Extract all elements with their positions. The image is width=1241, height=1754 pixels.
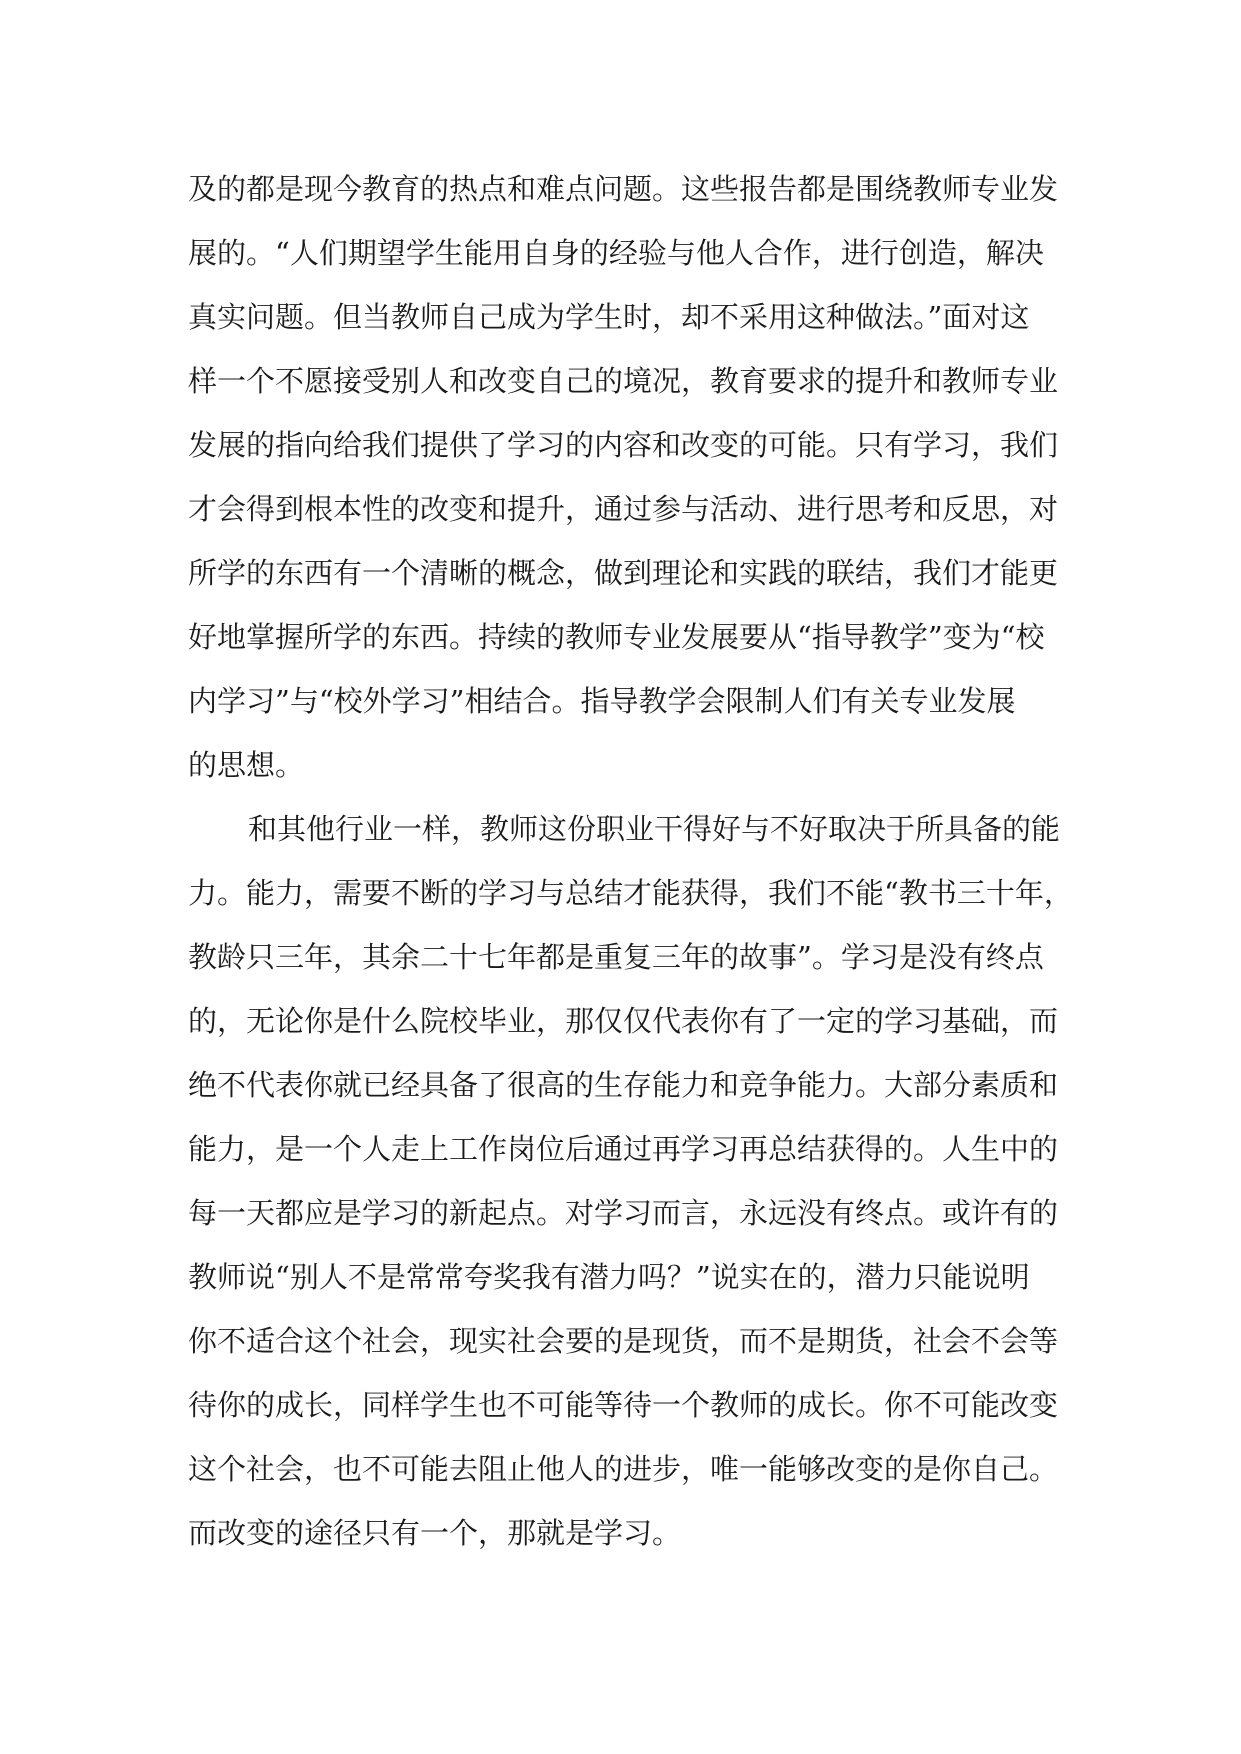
text-line: 所学的东西有一个清晰的概念，做到理论和实践的联结，我们才能更 [188, 556, 1059, 590]
text-line: 这个社会，也不可能去阻止他人的进步，唯一能够改变的是你自己。 [188, 1452, 1059, 1486]
text-line: 绝不代表你就已经具备了很高的生存能力和竞争能力。大部分素质和 [188, 1068, 1059, 1102]
text-line: 真实问题。但当教师自己成为学生时，却不采用这种做法。”面对这 [188, 300, 1030, 334]
text-line: 你不适合这个社会，现实社会要的是现货，而不是期货，社会不会等 [188, 1324, 1059, 1358]
text-line: 的，无论你是什么院校毕业，那仅仅代表你有了一定的学习基础，而 [188, 1004, 1059, 1038]
text-line: 而改变的途径只有一个，那就是学习。 [188, 1516, 682, 1550]
text-line: 的思想。 [188, 748, 305, 782]
text-line: 能力，是一个人走上工作岗位后通过再学习再总结获得的。人生中的 [188, 1132, 1059, 1166]
text-line: 力。能力，需要不断的学习与总结才能获得，我们不能“教书三十年， [188, 876, 1073, 910]
text-line: 好地掌握所学的东西。持续的教师专业发展要从“指导教学”变为“校 [188, 620, 1045, 654]
text-line: 教龄只三年，其余二十七年都是重复三年的故事”。学习是没有终点 [188, 940, 1044, 974]
text-line: 样一个不愿接受别人和改变自己的境况，教育要求的提升和教师专业 [188, 364, 1059, 398]
text-line: 教师说“别人不是常常夸奖我有潜力吗？”说实在的，潜力只能说明 [188, 1260, 1030, 1294]
text-line: 发展的指向给我们提供了学习的内容和改变的可能。只有学习，我们 [188, 428, 1059, 462]
text-line: 展的。“人们期望学生能用自身的经验与他人合作，进行创造，解决 [188, 236, 1044, 270]
text-line: 每一天都应是学习的新起点。对学习而言，永远没有终点。或许有的 [188, 1196, 1059, 1230]
text-line: 待你的成长，同样学生也不可能等待一个教师的成长。你不可能改变 [188, 1388, 1059, 1422]
text-line: 才会得到根本性的改变和提升，通过参与活动、进行思考和反思，对 [188, 492, 1059, 526]
text-line: 内学习”与“校外学习”相结合。指导教学会限制人们有关专业发展 [188, 684, 1016, 718]
text-line: 及的都是现今教育的热点和难点问题。这些报告都是围绕教师专业发 [188, 172, 1059, 206]
paragraph-start-line: 和其他行业一样，教师这份职业干得好与不好取决于所具备的能 [248, 812, 1061, 846]
body-text [188, 157, 1073, 1565]
